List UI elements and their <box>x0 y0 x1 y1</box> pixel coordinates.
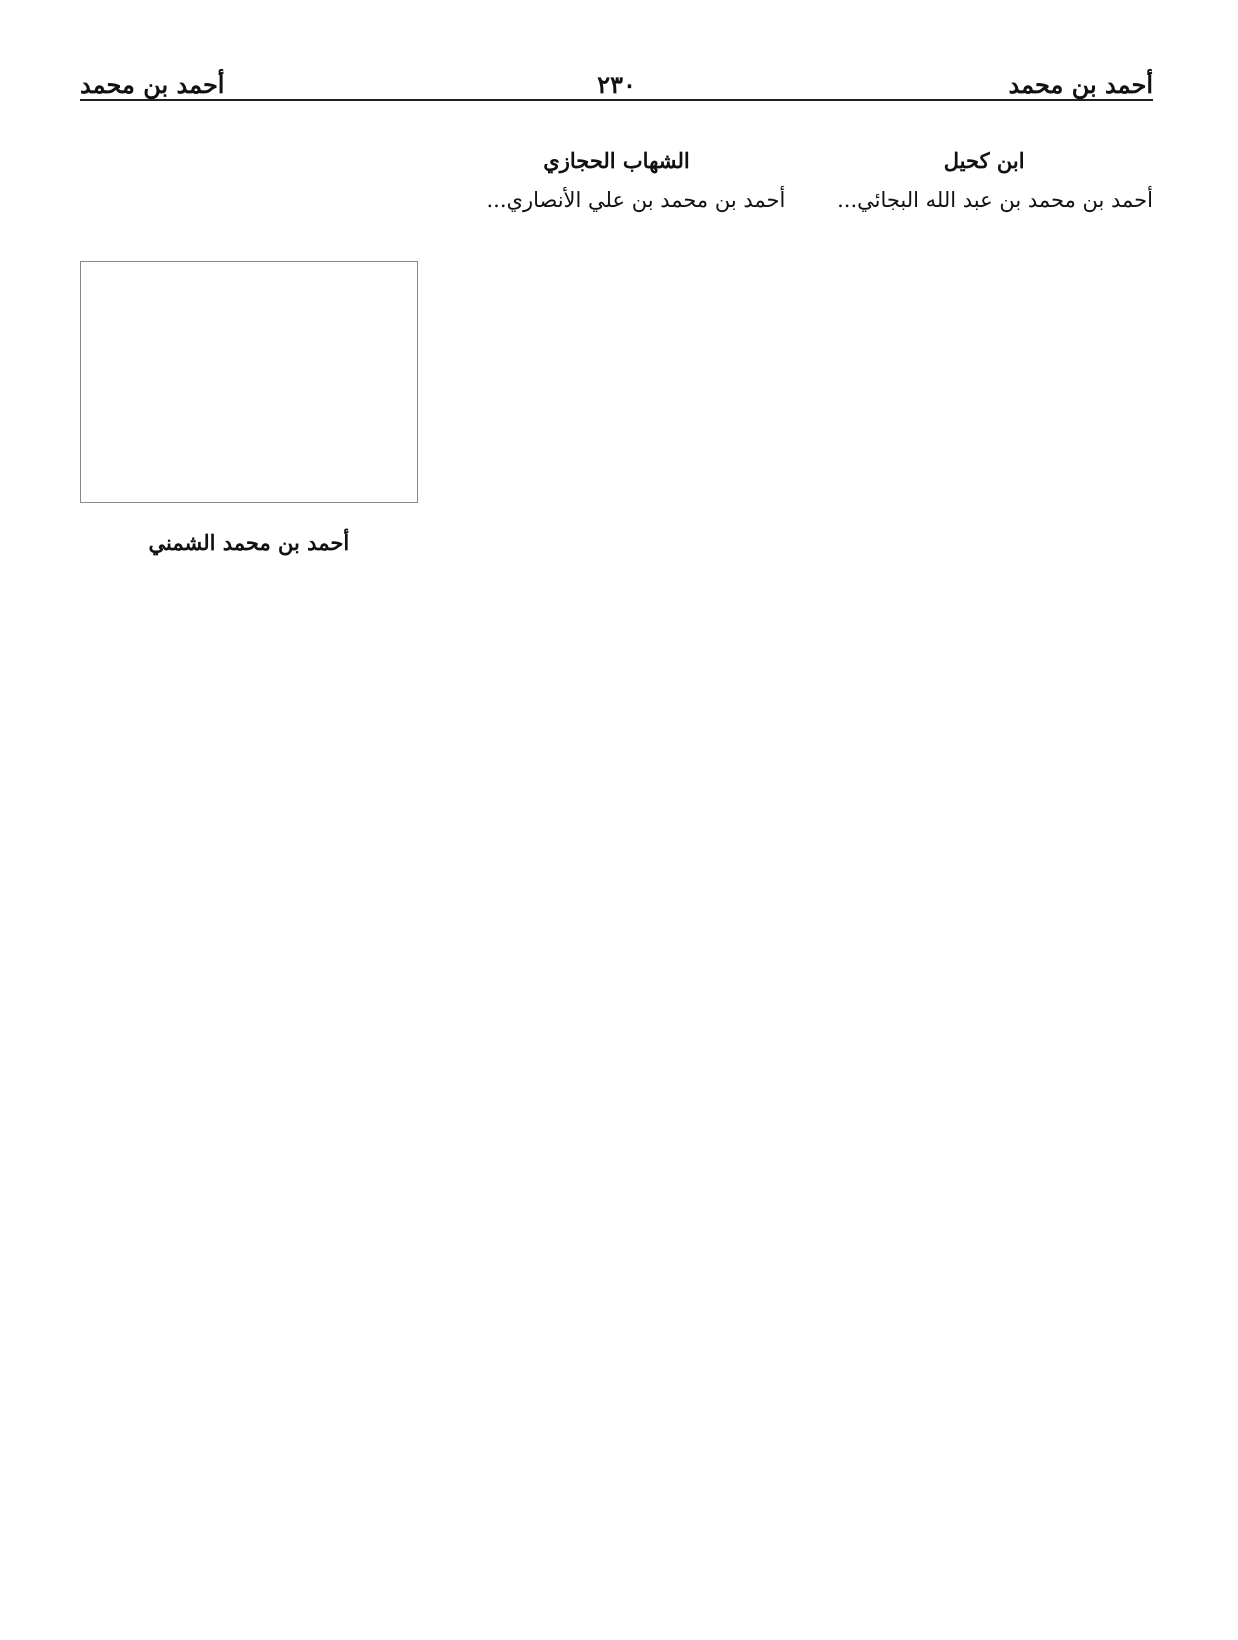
running-title-left: أحمد بن محمد <box>80 70 225 99</box>
page-header <box>80 70 1153 101</box>
page-number: ٢٣٠ <box>597 70 636 99</box>
running-title: أحمد بن محمد <box>1008 70 1153 99</box>
col-middle: الشهاب الحجازي أحمد بن محمد بن علي الأنصاري... <box>486 148 786 212</box>
col-left <box>80 141 418 563</box>
manuscript-image <box>80 261 418 503</box>
col-right: ابن كحيل أحمد بن محمد بن عبد الله البجائي... <box>837 148 1153 212</box>
caption: أحمد بن محمد الشمني <box>148 530 350 555</box>
